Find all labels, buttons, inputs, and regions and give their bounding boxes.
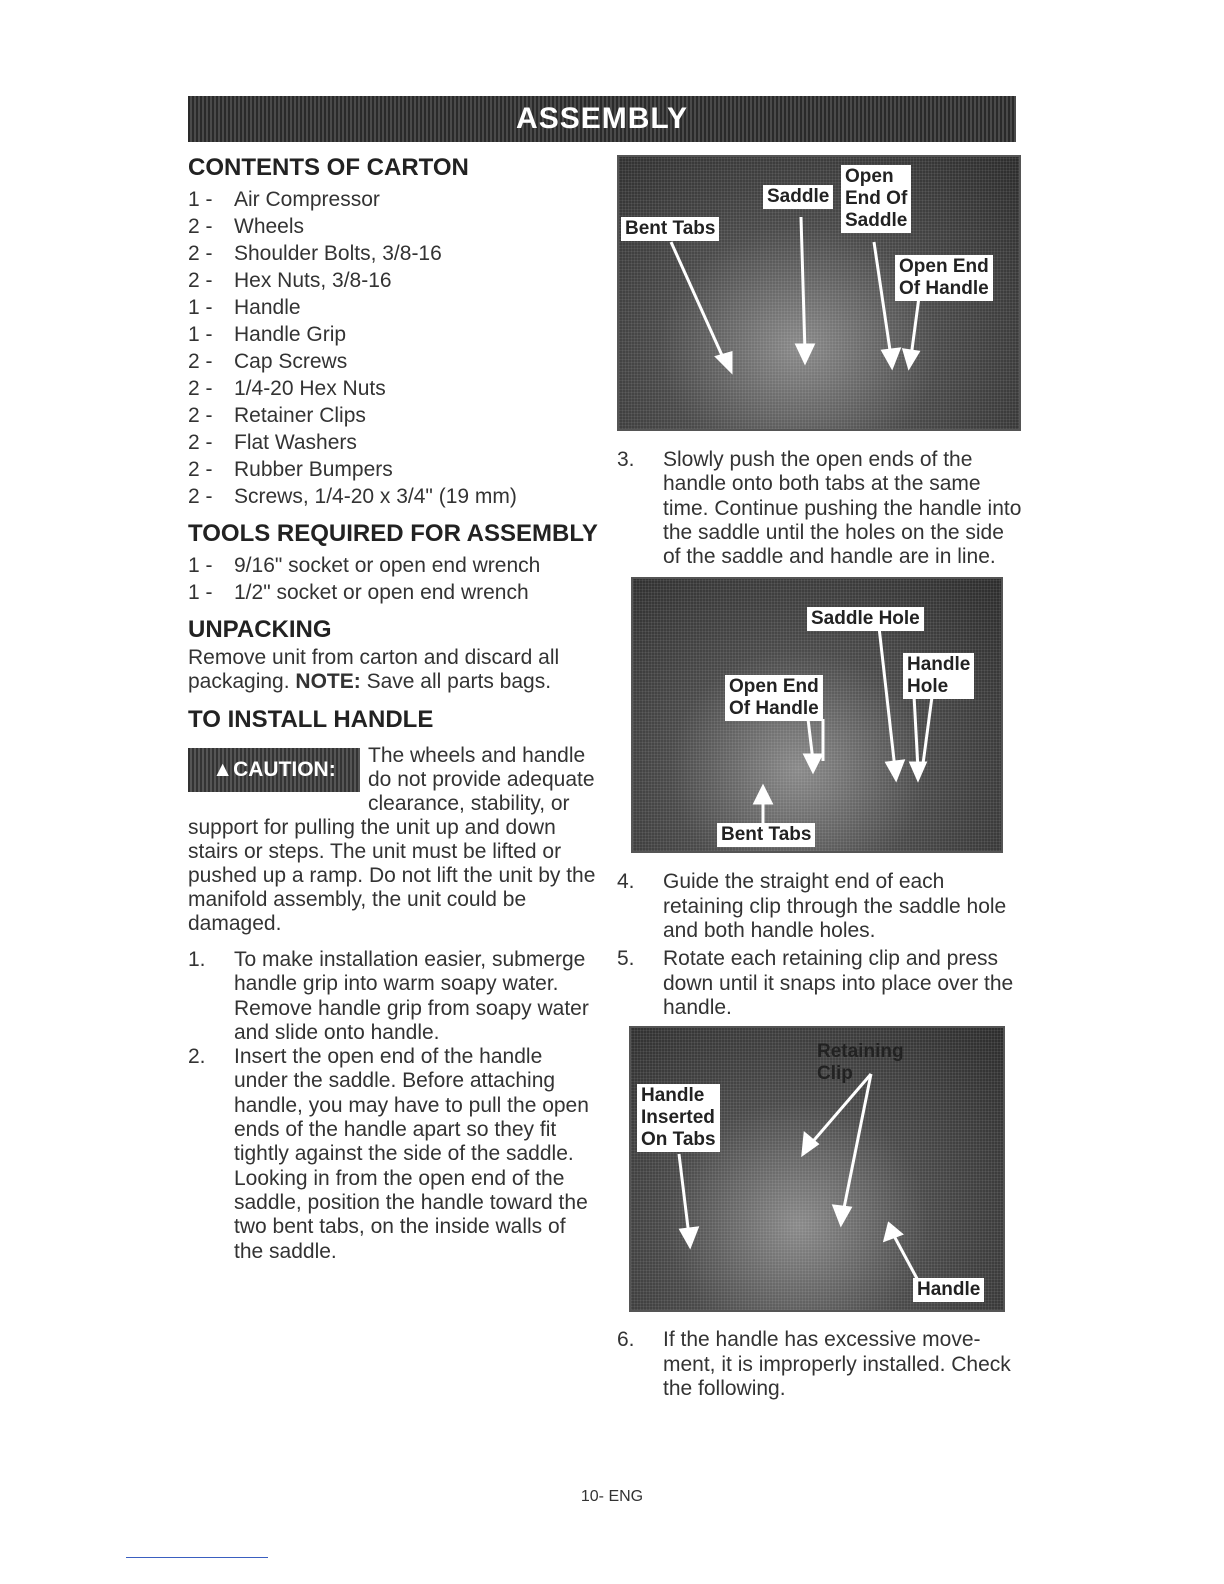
list-item — [188, 579, 598, 606]
list-item — [188, 456, 598, 483]
list-item — [188, 267, 598, 294]
photo-bent-tabs — [617, 155, 1021, 431]
item-text: Hex Nuts, 3/8-16 — [234, 269, 392, 292]
step-6 — [617, 1328, 1022, 1401]
caution-text: The wheels and handle do not provide adequate clearance, stability, or support for pulling the unit up and down stairs or steps. The unit must be lifted or pushed up a ramp. Do not lift the unit by the manifold assembly, the unit could be damaged. — [188, 744, 596, 935]
item-text: 9/16" socket or open end wrench — [234, 554, 541, 577]
step-number: 3. — [617, 448, 635, 471]
item-text: Air Compressor — [234, 188, 380, 211]
step-3 — [617, 448, 1022, 569]
label-bent-tabs-2: Bent Tabs — [717, 823, 815, 847]
photo-retaining-clip — [629, 1026, 1005, 1312]
note-text: Save all parts bags. — [366, 670, 552, 693]
label-handle: Handle — [913, 1278, 984, 1302]
item-text: Retainer Clips — [234, 404, 366, 427]
step-number: 5. — [617, 947, 635, 971]
list-item — [188, 186, 598, 213]
install-heading: TO INSTALL HANDLE — [188, 706, 434, 733]
item-number: 2 - — [188, 242, 213, 265]
label-open-end-of-saddle: Open End Of Saddle — [841, 165, 911, 233]
item-number: 2 - — [188, 404, 213, 427]
tools-heading: TOOLS REQUIRED FOR ASSEMBLY — [188, 520, 598, 547]
item-text: Shoulder Bolts, 3/8-16 — [234, 242, 442, 265]
step-text: Rotate each retaining clip and press down until it snaps into place over the handle. — [663, 947, 1014, 1019]
item-text: 1/2" socket or open end wrench — [234, 581, 529, 604]
section-banner — [188, 96, 1016, 142]
label-handle-hole: Handle Hole — [903, 653, 974, 699]
label-retaining-clip: Retaining Clip — [817, 1041, 904, 1085]
item-number: 2 - — [188, 215, 213, 238]
label-handle-inserted: Handle Inserted On Tabs — [637, 1084, 720, 1152]
item-number: 2 - — [188, 431, 213, 454]
item-text: Flat Washers — [234, 431, 357, 454]
step-text: Slowly push the open ends of the handle onto both tabs at the same time. Continue pushing the handle into the saddle until the holes on the side of the saddle and handle are in line. — [663, 448, 1022, 569]
item-text: Wheels — [234, 215, 305, 238]
item-number: 2 - — [188, 458, 213, 481]
item-text: 1/4-20 Hex Nuts — [234, 377, 386, 400]
label-saddle-hole: Saddle Hole — [807, 607, 924, 631]
step-number: 4. — [617, 870, 635, 894]
item-text: Insert the open end of the handle under the saddle. Before attaching handle, you may have to pull the open ends of the handle apart so they fit tightly against the side of the saddle. Looking in from the open end of the saddle, position the handle toward the two bent tabs, on the inside walls of the saddle. — [234, 1045, 589, 1263]
step-item — [617, 1328, 1022, 1401]
left-column — [188, 152, 598, 1264]
list-item — [188, 294, 598, 321]
step-item — [617, 448, 1022, 569]
section-title: ASSEMBLY — [516, 102, 688, 135]
unpacking-body: Remove unit from carton and discard all packaging. — [188, 646, 560, 693]
list-item — [188, 402, 598, 429]
item-text: Cap Screws — [234, 350, 348, 373]
contents-list — [188, 186, 598, 510]
unpacking-heading: UNPACKING — [188, 616, 332, 643]
item-number: 1 - — [188, 581, 213, 604]
item-number: 1 - — [188, 296, 213, 319]
item-text: Screws, 1/4-20 x 3/4" (19 mm) — [234, 485, 517, 508]
unpacking-text — [188, 646, 598, 694]
install-steps — [188, 948, 598, 1264]
item-number: 2 - — [188, 269, 213, 292]
list-item — [188, 1045, 598, 1264]
list-item — [188, 213, 598, 240]
caution-block — [188, 744, 598, 936]
item-number: 2 - — [188, 485, 213, 508]
label-open-end-of-handle: Open End Of Handle — [895, 255, 993, 301]
footer-rule — [126, 1557, 268, 1558]
step-text: If the handle has excessive move-ment, it is improperly installed. Check the following. — [663, 1328, 1011, 1400]
item-text: To make installation easier, submerge handle grip into warm soapy water. Remove handle grip from soapy water and slide onto handle. — [234, 948, 589, 1044]
list-item — [188, 429, 598, 456]
item-text: Rubber Bumpers — [234, 458, 393, 481]
list-item — [188, 552, 598, 579]
list-item — [188, 240, 598, 267]
item-text: Handle Grip — [234, 323, 347, 346]
step-item — [617, 870, 1022, 943]
caution-badge: ▲CAUTION: — [188, 748, 360, 792]
label-saddle: Saddle — [763, 185, 833, 209]
item-number: 1 - — [188, 323, 213, 346]
list-item — [188, 483, 598, 510]
item-number: 1 - — [188, 188, 213, 211]
item-number: 1. — [188, 948, 206, 971]
list-item — [188, 321, 598, 348]
step-text: Guide the straight end of each retaining clip through the saddle hole and both handle holes. — [663, 870, 1007, 943]
right-column — [617, 155, 1022, 1405]
tools-list — [188, 552, 598, 606]
item-number: 2 - — [188, 377, 213, 400]
contents-heading: CONTENTS OF CARTON — [188, 154, 469, 181]
item-text: Handle — [234, 296, 301, 319]
item-number: 2. — [188, 1045, 206, 1069]
steps-4-5 — [617, 870, 1022, 1020]
list-item — [188, 948, 598, 1045]
label-bent-tabs: Bent Tabs — [621, 217, 719, 241]
list-item — [188, 348, 598, 375]
step-item — [617, 947, 1022, 1020]
photo-saddle-hole — [631, 577, 1003, 853]
item-number: 1 - — [188, 554, 213, 577]
item-number: 2 - — [188, 350, 213, 373]
list-item — [188, 375, 598, 402]
label-open-end-of-handle-2: Open End Of Handle — [725, 675, 823, 721]
step-number: 6. — [617, 1328, 635, 1352]
page-number: 10- ENG — [580, 1488, 644, 1505]
note-label: NOTE: — [295, 670, 361, 693]
